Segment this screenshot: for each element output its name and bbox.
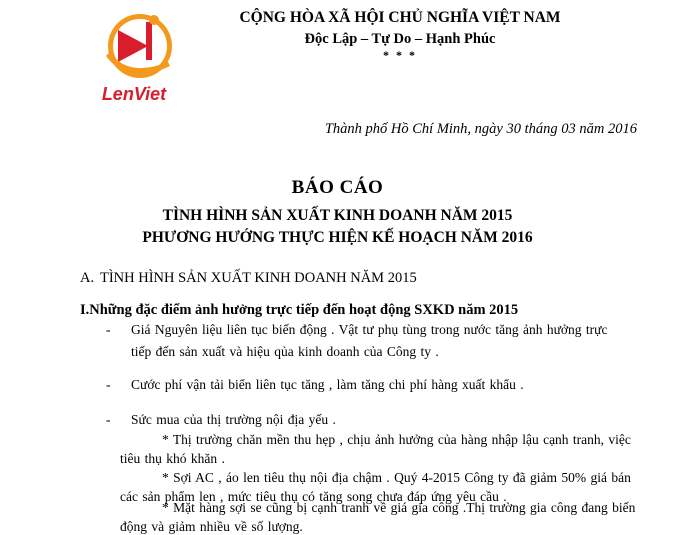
company-logo: [88, 8, 188, 104]
bullet-2: Cước phí vận tải biển liên tục tăng , làm tăng chi phí hàng xuất khẩu .: [131, 377, 524, 392]
sub-item-1-line-1: * Thị trường chăn mền thu hẹp , chịu ảnh hưởng của hàng nhập lậu cạnh tranh, việc: [162, 432, 631, 447]
header-stars: * * *: [383, 48, 417, 62]
national-motto: Độc Lập – Tự Do – Hạnh Phúc: [304, 31, 496, 47]
sub-item-3-line-2: động và giảm nhiều về số lượng.: [120, 519, 303, 534]
sub-item-2-line-1: * Sợi AC , áo len tiêu thụ nội địa chậm . Quý 4-2015 Công ty đã giảm 50% giá bán: [162, 470, 631, 485]
bullet-1-line-1: Giá Nguyên liệu liên tục biến động . Vật tư phụ tùng trong nước tăng ảnh hưởng trực: [131, 322, 608, 337]
sub-item-3-line-1: * Mặt hàng sợi se cũng bị cạnh tranh về giá gia công .Thị trường gia công đang biến: [162, 500, 636, 515]
place-date: Thành phố Hồ Chí Minh, ngày 30 tháng 03 năm 2016: [324, 121, 637, 137]
section-a-text: TÌNH HÌNH SẢN XUẤT KINH DOANH NĂM 2015: [100, 270, 417, 286]
report-subtitle-1: TÌNH HÌNH SẢN XUẤT KINH DOANH NĂM 2015: [162, 207, 513, 224]
bullet-marker: -: [106, 377, 111, 392]
sub-item-2-line-2: các sản phẩm len , mức tiêu thụ có tăng song chưa đáp ứng yêu cầu .: [120, 489, 507, 504]
bullet-3: Sức mua của thị trường nội địa yếu .: [131, 412, 336, 427]
section-i-heading: I.Những đặc điểm ảnh hưởng trực tiếp đến hoạt động SXKD năm 2015: [80, 302, 519, 318]
bullet-marker: -: [106, 412, 111, 427]
section-a-heading: [80, 270, 417, 287]
report-title: BÁO CÁO: [291, 177, 384, 198]
bullet-1-line-2: tiếp đến sản xuất và hiệu qủa kinh doanh của Công ty .: [131, 344, 439, 359]
national-title: CỘNG HÒA XÃ HỘI CHỦ NGHĨA VIỆT NAM: [239, 9, 561, 26]
report-subtitle-2: PHƯƠNG HƯỚNG THỰC HIỆN KẾ HOẠCH NĂM 2016: [142, 229, 533, 246]
bullet-marker: -: [106, 322, 111, 337]
lenviet-logo-mark: [88, 8, 188, 104]
sub-item-1-line-2: tiêu thụ khó khăn .: [120, 451, 225, 466]
logo-text: LenViet: [101, 84, 167, 104]
section-a-number: A.: [80, 270, 95, 286]
